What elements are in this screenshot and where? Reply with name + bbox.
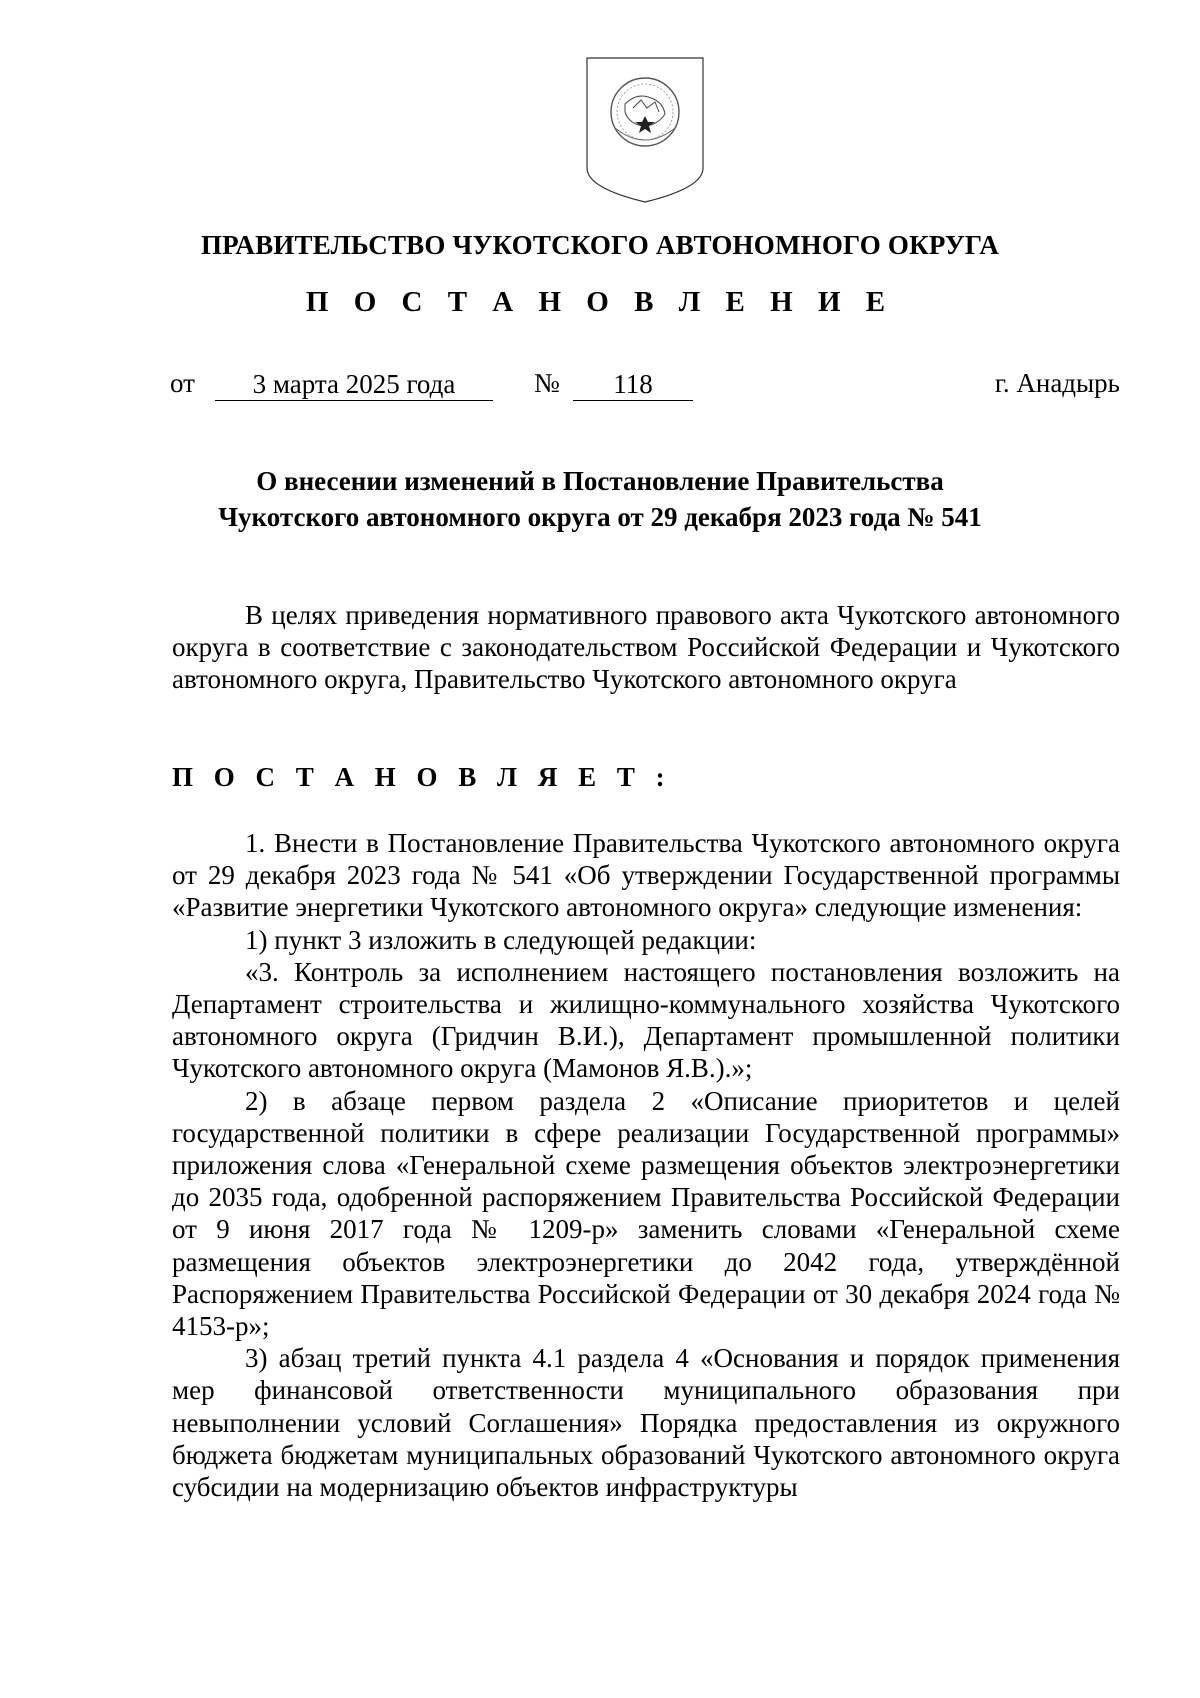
paragraph-1-2: 2) в абзаце первом раздела 2 «Описание приоритетов и целей государственной политики в сфере реализации Государственной программы» приложения слова «Генеральной схеме размещения объектов электроэнергетики до 2035 года, одобренной распоряжением Правительства Российской Федерации от 9 июня 2017 года № 1209-р» заменить словами «Генеральной схеме размещения объектов электроэнергетики до 2042 года, утверждённой Распоряжением Правительства Российской Федерации от 30 декабря 2024 года № 4153-р»; — [172, 1085, 1120, 1342]
document-type-heading: П О С Т А Н О В Л Е Н И Е — [305, 286, 895, 318]
subject-line-1: О внесении изменений в Постановление Правительства — [256, 466, 944, 496]
preamble-text: В целях приведения нормативного правового акта Чукотского автономного округа в соответствие с законодательством Российской Федерации и Чукотского автономного округа, Правительство Чукотского автономного округа — [172, 600, 1120, 695]
decree-heading: П О С Т А Н О В Л Я Е Т : — [172, 762, 672, 792]
chukotka-coat-of-arms-icon — [585, 56, 705, 206]
document-city: г. Анадырь — [994, 368, 1120, 398]
preamble — [172, 599, 1120, 696]
date-prefix: от — [170, 368, 195, 398]
organization-title: ПРАВИТЕЛЬСТВО ЧУКОТСКОГО АВТОНОМНОГО ОКРУГА — [200, 230, 1000, 260]
paragraph-quote-3: «3. Контроль за исполнением настоящего постановления возложить на Департамент строительства и жилищно-коммунального хозяйства Чукотского автономного округа (Гридчин В.И.), Департамент промышленной политики Чукотского автономного округа (Мамонов Я.В.).»; — [172, 956, 1120, 1084]
paragraph-1-1: 1) пункт 3 изложить в следующей редакции: — [245, 924, 757, 955]
paragraph-1: 1. Внести в Постановление Правительства Чукотского автономного округа от 29 декабря 2023 года № 541 «Об утверждении Государственной программы «Развитие энергетики Чукотского автономного округа» следующие изменения: — [172, 828, 1120, 923]
decree-body — [172, 827, 1120, 1503]
subject-line-2: Чукотского автономного округа от 29 декабря 2023 года № 541 — [218, 502, 982, 532]
document-date: 3 марта 2025 года — [215, 368, 493, 401]
document-number: 118 — [573, 368, 693, 401]
document-subject — [0, 463, 1200, 535]
document-meta-row — [170, 368, 1120, 408]
number-prefix: № — [534, 368, 560, 398]
paragraph-1-3: 3) абзац третий пункта 4.1 раздела 4 «Основания и порядок применения мер финансовой ответственности муниципального образования при невыполнении условий Соглашения» Порядка предоставления из окружного бюджета бюджетам муниципальных образований Чукотского автономного округа субсидии на модернизацию объектов инфраструктуры — [172, 1343, 1120, 1503]
